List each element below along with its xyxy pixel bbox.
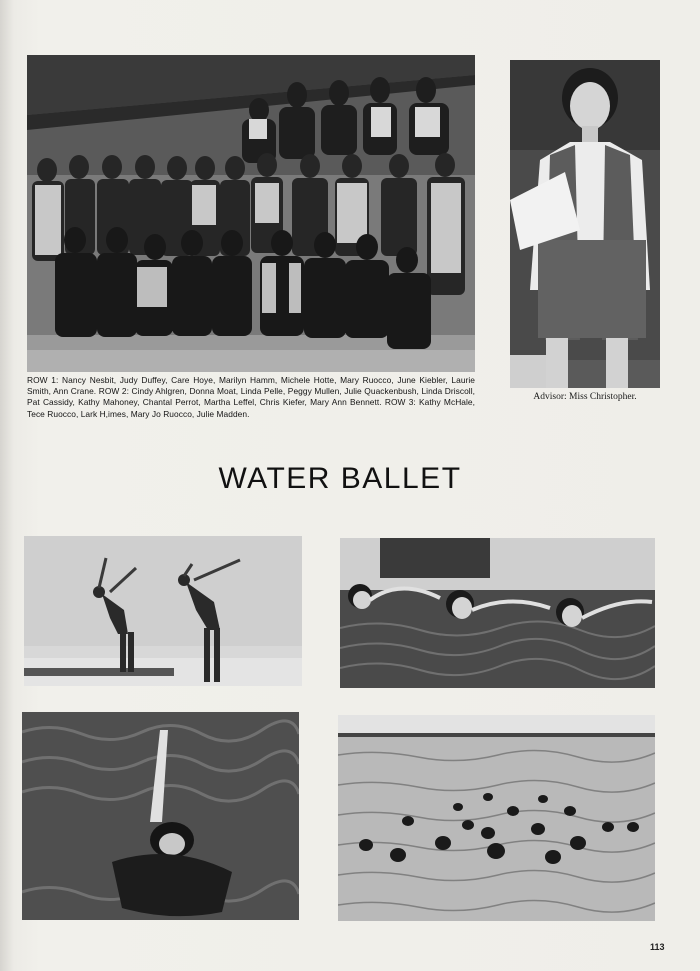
group-photo <box>27 55 475 372</box>
swimmer-arm-raised-photo <box>22 712 299 920</box>
advisor-photo <box>510 60 660 388</box>
group-photo-caption: ROW 1: Nancy Nesbit, Judy Duffey, Care Hoye, Marilyn Hamm, Michele Hotte, Mary Ruocco, June Kiebler, Laurie Smith, Ann Crane. ROW 2: Cindy Ahlgren, Donna Moat, Linda Pelle, Peggy Mullen, Julie Quackenbush, Linda Driscoll, Pat Cassidy, Kathy Mahoney, Chantal Perrot, Martha Leffel, Chris Kiefer, Mary Ann Bennett. ROW 3: Kathy McHale, Tece Ruocco, Lark H,imes, Mary Jo Ruocco, Julie Madden. <box>27 375 475 419</box>
swimmers-photo <box>340 538 655 688</box>
section-title: WATER BALLET <box>218 462 462 495</box>
advisor-caption: Advisor: Miss Christopher. <box>533 392 637 402</box>
page-number: 113 <box>650 942 665 952</box>
pool-formation-photo <box>338 715 655 921</box>
diving-photo <box>24 536 302 686</box>
